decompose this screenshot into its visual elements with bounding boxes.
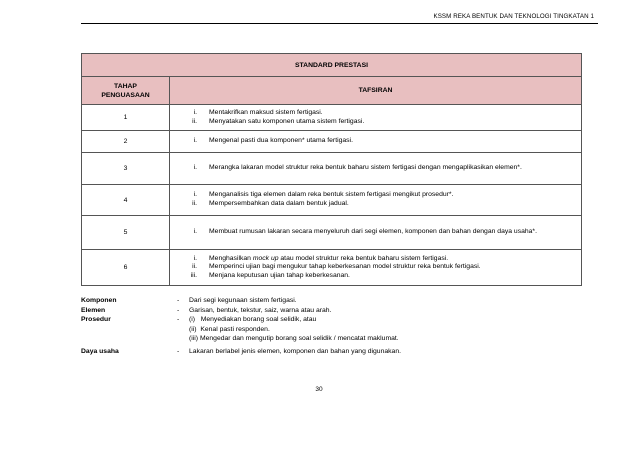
- level-cell: 6: [82, 250, 170, 286]
- table-row: [82, 216, 582, 250]
- list-item: [176, 263, 581, 272]
- item-number: i.: [193, 137, 197, 145]
- note-row: [81, 347, 601, 357]
- note-term: Daya usaha: [81, 347, 119, 355]
- item-text: Mentakrifkan maksud sistem fertigasi.: [209, 108, 323, 116]
- level-cell: 2: [82, 131, 170, 153]
- note-term: [81, 334, 177, 344]
- tafsiran-cell: [170, 216, 582, 250]
- col-header-tahap-label: TAHAP PENGUASAAN: [101, 82, 150, 99]
- item-text: Membuat rumusan lakaran secara menyeluruh dari segi elemen, komponen dan bahan dengan daya usaha*.: [209, 228, 537, 236]
- item-number: ii.: [192, 117, 197, 125]
- item-text: Mengenal pasti dua komponen* utama fertigasi.: [209, 137, 353, 145]
- item-number: ii.: [192, 200, 197, 207]
- note-definition: (ii) Kenal pasti responden.: [189, 325, 270, 333]
- note-term: [81, 325, 177, 335]
- item-number: i.: [193, 228, 197, 236]
- tafsiran-cell: [170, 105, 582, 131]
- table-row: [82, 185, 582, 216]
- note-dash: [177, 334, 189, 344]
- table-title: STANDARD PRESTASI: [82, 54, 582, 77]
- note-dash: -: [177, 306, 180, 314]
- table-row: [82, 250, 582, 286]
- list-item: [176, 255, 581, 264]
- definitions-notes: [81, 296, 601, 357]
- note-dash: -: [177, 297, 180, 304]
- note-definition: Dari segi kegunaan sistem fertigasi.: [189, 297, 297, 304]
- item-number: i.: [193, 108, 197, 116]
- item-text-emphasis: mock up: [252, 254, 279, 262]
- item-text: Menyatakan satu komponen utama sistem fertigasi.: [209, 117, 365, 125]
- tafsiran-cell: [170, 153, 582, 185]
- item-text: Menganalisis tiga elemen dalam reka bentuk sistem fertigasi mengikut prosedur*.: [209, 191, 454, 199]
- tafsiran-cell: [170, 185, 582, 216]
- note-definition: Garisan, bentuk, tekstur, saiz, warna atau arah.: [189, 306, 332, 314]
- col-header-tahap: [82, 77, 170, 105]
- note-row: [81, 306, 601, 316]
- note-definition: Lakaran berlabel jenis elemen, komponen dan bahan yang digunakan.: [189, 347, 401, 355]
- item-text: Merangka lakaran model struktur reka bentuk baharu sistem fertigasi dengan mengaplikasikan elemen*.: [209, 164, 522, 172]
- level-cell: 1: [82, 105, 170, 131]
- item-number: ii.: [192, 263, 197, 271]
- item-text-line: [209, 255, 581, 264]
- item-number: i.: [193, 254, 197, 262]
- level-cell: 4: [82, 185, 170, 216]
- list-item: [176, 200, 581, 209]
- list-item: [176, 272, 581, 281]
- tafsiran-cell: [170, 131, 582, 153]
- note-dash: -: [177, 316, 180, 324]
- note-row: [81, 296, 601, 306]
- table-row: [82, 131, 582, 153]
- note-definition: (i) Menyediakan borang soal selidik, atau: [189, 316, 317, 324]
- table-row: [82, 105, 582, 131]
- col-header-tafsiran: TAFSIRAN: [170, 77, 582, 105]
- note-row: [81, 325, 601, 335]
- note-dash: -: [177, 347, 180, 355]
- list-item: [176, 109, 581, 118]
- list-item: [176, 228, 581, 237]
- item-number: i.: [193, 164, 197, 172]
- table-row: [82, 153, 582, 185]
- note-row: [81, 315, 601, 325]
- tafsiran-cell: [170, 250, 582, 286]
- level-cell: 5: [82, 216, 170, 250]
- list-item: [176, 164, 581, 173]
- item-text: atau model struktur reka bentuk baharu sistem fertigasi.: [280, 254, 449, 262]
- running-header: KSSM REKA BENTUK DAN TEKNOLOGI TINGKATAN 1: [433, 13, 594, 20]
- note-row: [81, 334, 601, 344]
- item-text: Mempersembahkan data dalam bentuk jadual.: [209, 200, 349, 207]
- list-item: [176, 137, 581, 146]
- note-definition: (iii) Mengedar dan mengutip borang soal selidik / mencatat maklumat.: [189, 335, 399, 343]
- level-cell: 3: [82, 153, 170, 185]
- item-text: Memperinci ujian bagi mengukur tahap keberkesanan model struktur reka bentuk fertigasi.: [209, 263, 481, 271]
- standard-prestasi-table: [81, 53, 582, 286]
- page-number: 30: [315, 386, 323, 393]
- header-rule: [81, 23, 598, 24]
- item-text: Menjana keputusan ujian tahap keberkesanan.: [209, 271, 350, 279]
- note-term: Prosedur: [81, 316, 111, 324]
- list-item: [176, 191, 581, 200]
- item-number: iii.: [190, 271, 197, 279]
- item-text-pre: Menghasilkan: [209, 254, 253, 262]
- note-term: Elemen: [81, 306, 106, 314]
- item-number: i.: [193, 191, 197, 199]
- list-item: [176, 118, 581, 127]
- note-dash: [177, 325, 189, 335]
- note-term: Komponen: [81, 297, 117, 304]
